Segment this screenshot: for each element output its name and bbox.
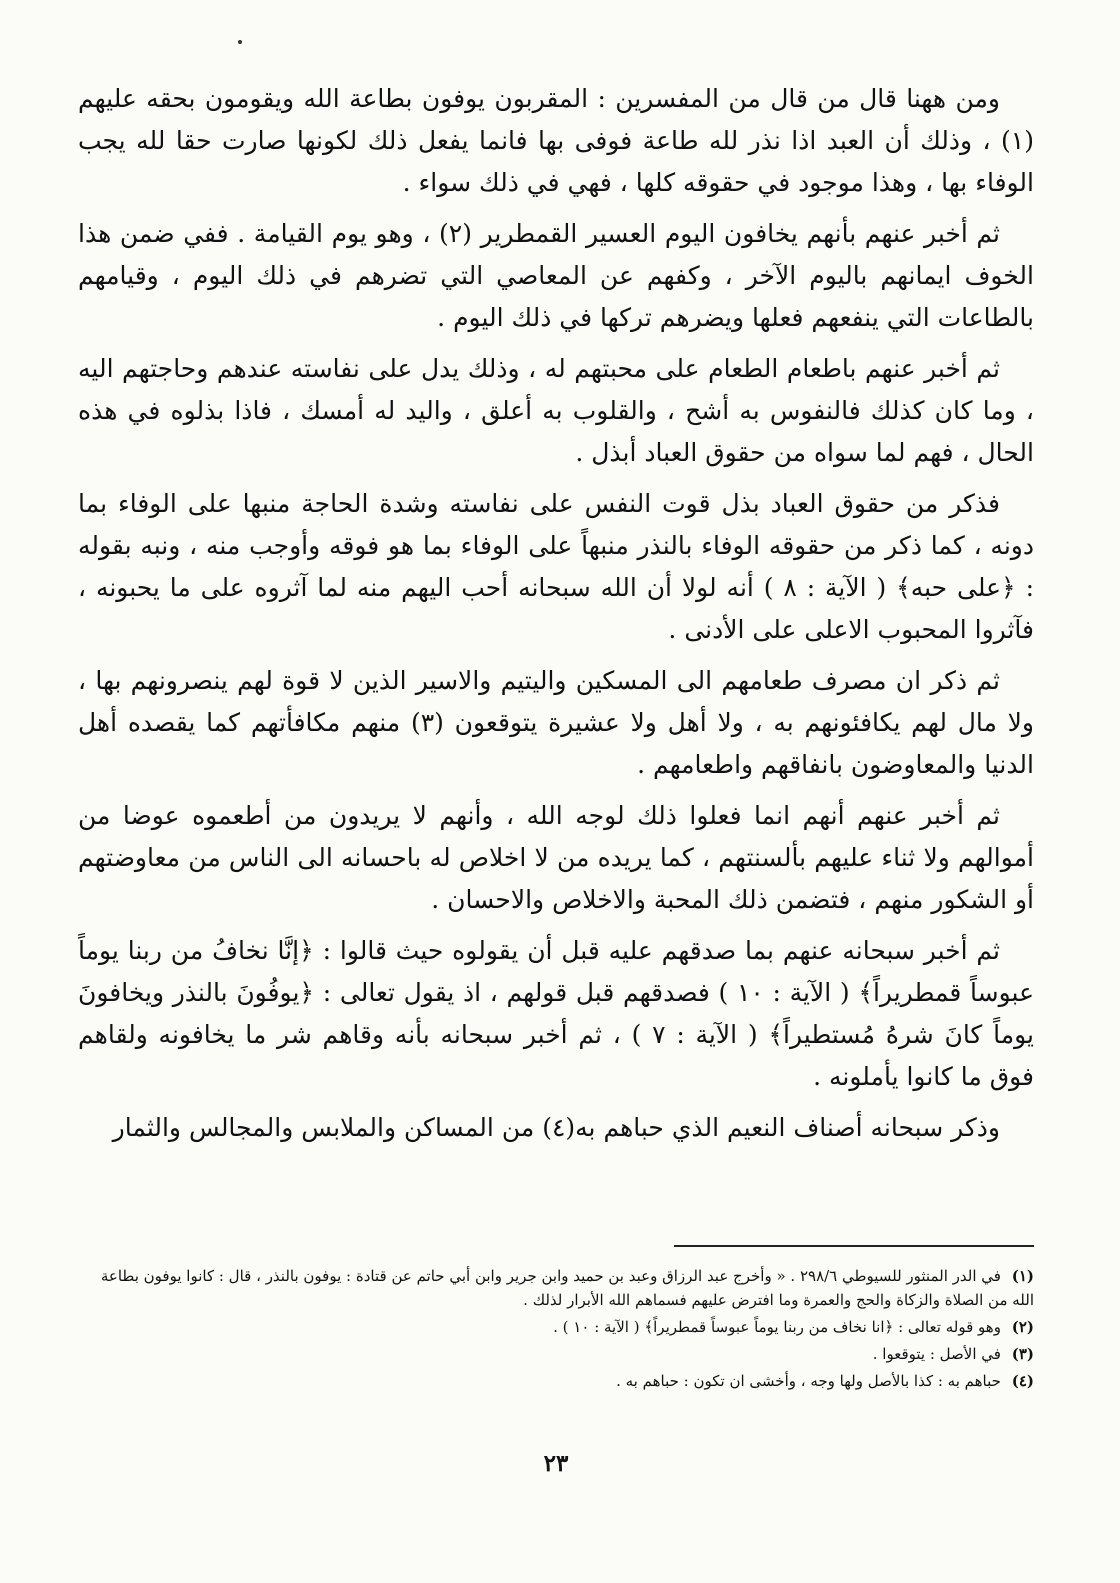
paragraph-8: وذكر سبحانه أصناف النعيم الذي حباهم به(٤) من المساكن والملابس والمجالس والثمار [112, 1113, 1000, 1142]
footnote-divider [674, 1245, 1034, 1247]
paragraph-4: فذكر من حقوق العباد بذل قوت النفس على نفاسته وشدة الحاجة منبها على الوفاء بما دونه ، كما ذكر من حقوقه الوفاء بالنذر منبهاً على الوفاء بما هو فوقه وأوجب منه ، ونبه بقوله : ﴿على حبه﴾ ( الآية : ٨ ) أنه لولا أن الله سبحانه أحب اليهم منه لما آثروه على ما يحبونه ، فآثروا المحبوب الاعلى على الأدنى . [78, 489, 1034, 644]
footnote-number: (٢) [1011, 1318, 1034, 1336]
footnote-number: (١) [1011, 1267, 1034, 1285]
footnote-1 [78, 1264, 1034, 1312]
footnote-number: (٣) [1011, 1345, 1034, 1363]
paragraph-1: ومن ههنا قال من قال من المفسرين : المقربون يوفون بطاعة الله ويقومون بحقه عليهم (١) ، وذلك أن العبد اذا نذر لله طاعة فوفى بها فانما يفعل ذلك لكونها صارت حقا لله يجب الوفاء بها ، وهذا موجود في حقوقه كلها ، فهي في ذلك سواء . [78, 84, 1034, 197]
footnotes [78, 1264, 1034, 1396]
footnote-number: (٤) [1011, 1372, 1034, 1390]
paragraph-7: ثم أخبر سبحانه عنهم بما صدقهم عليه قبل أن يقولوه حيث قالوا : ﴿إنَّا نخافُ من ربنا يوماً عبوساً قمطريراً﴾ ( الآية : ١٠ ) فصدقهم قبل قولهم ، اذ يقول تعالى : ﴿يوفُونَ بالنذر ويخافونَ يوماً كانَ شرهُ مُستطيراً﴾ ( الآية : ٧ ) ، ثم أخبر سبحانه بأنه وقاهم شر ما يخافونه ولقاهم فوق ما كانوا يأملونه . [78, 936, 1034, 1091]
footnote-3 [78, 1342, 1034, 1366]
footnote-2 [78, 1315, 1034, 1339]
paragraph-2: ثم أخبر عنهم بأنهم يخافون اليوم العسير القمطرير (٢) ، وهو يوم القيامة . ففي ضمن هذا الخوف ايمانهم باليوم الآخر ، وكفهم عن المعاصي التي تضرهم في ذلك اليوم ، وقيامهم بالطاعات التي ينفعهم فعلها ويضرهم تركها في ذلك اليوم . [78, 219, 1034, 332]
footnote-text: وهو قوله تعالى : ﴿انا نخاف من ربنا يوماً عبوساً قمطريراً﴾ ( الآية : ١٠ ) . [553, 1318, 1001, 1336]
paragraph-6: ثم أخبر عنهم أنهم انما فعلوا ذلك لوجه الله ، وأنهم لا يريدون من أطعموه عوضا من أموالهم ولا ثناء عليهم بألسنتهم ، كما يريده من لا اخلاص له باحسانه الى الناس من معاوضتهم أو الشكور منهم ، فتضمن ذلك المحبة والاخلاص والاحسان . [78, 801, 1034, 914]
paragraph-3: ثم أخبر عنهم باطعام الطعام على محبتهم له ، وذلك يدل على نفاسته عندهم وحاجتهم اليه ، وما كان كذلك فالنفوس به أشح ، والقلوب به أعلق ، واليد له أمسك ، فاذا بذلوه في هذه الحال ، فهم لما سواه من حقوق العباد أبذل . [78, 354, 1034, 467]
scan-speck [238, 40, 242, 44]
footnote-4 [78, 1369, 1034, 1393]
body-text [78, 78, 1034, 1149]
footnote-text: في الدر المنثور للسيوطي ٢٩٨/٦ . « وأخرج عبد الرزاق وعبد بن حميد وابن جرير وابن أبي حاتم عن قتادة : يوفون بالنذر ، قال : كانوا يوفون بطاعة الله من الصلاة والزكاة والحج والعمرة وما افترض عليهم فسماهم الله الأبرار لذلك . [100, 1267, 1034, 1309]
page-number: ٢٣ [543, 1450, 569, 1477]
footnote-text: في الأصل : يتوقعوا . [872, 1345, 1001, 1363]
footnote-text: حباهم به : كذا بالأصل ولها وجه ، وأخشى ان تكون : حباهم به . [616, 1372, 1001, 1390]
paragraph-5: ثم ذكر ان مصرف طعامهم الى المسكين واليتيم والاسير الذين لا قوة لهم ينصرونهم بها ، ولا مال لهم يكافئونهم به ، ولا أهل ولا عشيرة يتوقعون (٣) منهم مكافأتهم كما يقصده أهل الدنيا والمعاوضون بانفاقهم واطعامهم . [78, 666, 1034, 779]
document-page [78, 78, 1034, 1523]
